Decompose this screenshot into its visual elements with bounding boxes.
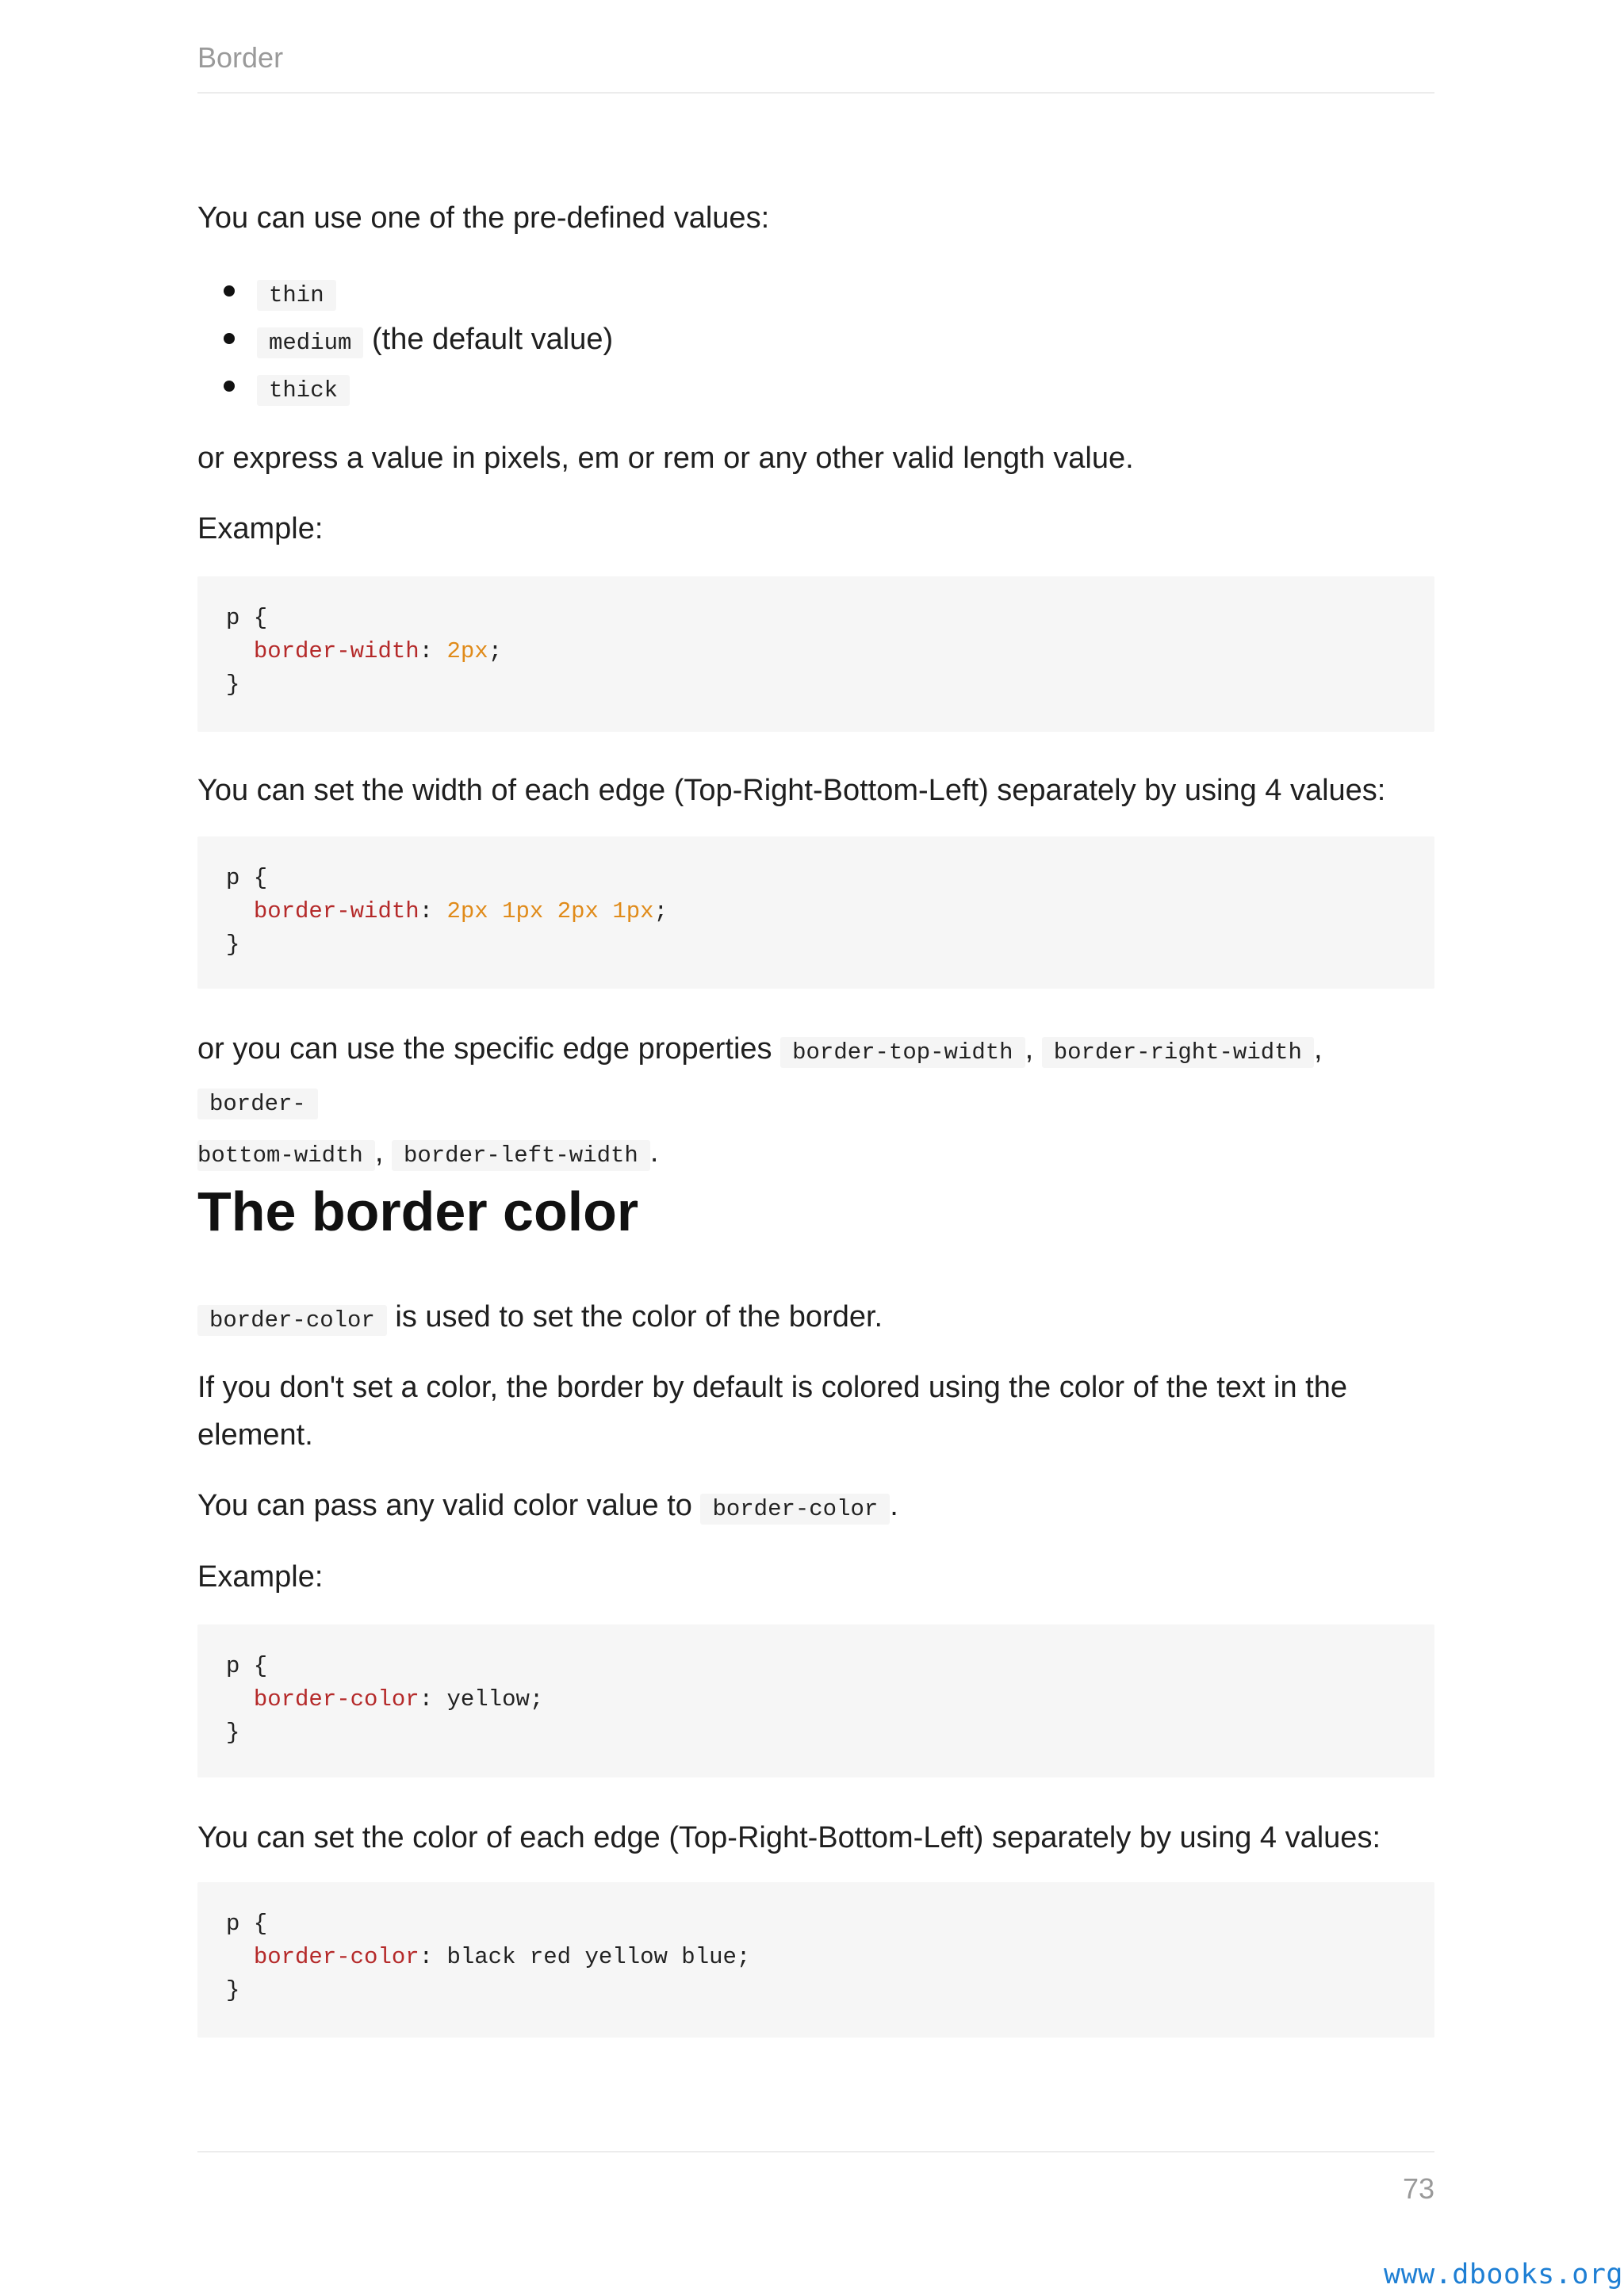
inline-code: thick bbox=[257, 375, 350, 406]
paragraph-width-edges: You can set the width of each edge (Top-Right-Bottom-Left) separately by using 4 values: bbox=[197, 774, 1386, 807]
paragraph-express-value: or express a value in pixels, em or rem or any other valid length value. bbox=[197, 442, 1134, 475]
inline-code: border-left-width bbox=[392, 1140, 650, 1171]
inline-code: border-color bbox=[197, 1305, 387, 1336]
paragraph-default-color: If you don't set a color, the border by default is colored using the color of the text in the element. bbox=[197, 1371, 1348, 1452]
paragraph-example-label: Example: bbox=[197, 1560, 324, 1594]
inline-code: border- bbox=[197, 1089, 318, 1119]
running-header: Border bbox=[197, 41, 284, 74]
watermark-link[interactable]: www.dbooks.org bbox=[1384, 2259, 1624, 2290]
paragraph-color-edges: You can set the color of each edge (Top-Right-Bottom-Left) separately by using 4 values: bbox=[197, 1821, 1381, 1854]
bullet-icon bbox=[224, 381, 235, 392]
inline-code: border-color bbox=[700, 1494, 890, 1525]
paragraph-specific-edge-properties: or you can use the specific edge properties border-top-width , border-right-width , border- bottom-width , border-left-width . bbox=[197, 1025, 1434, 1180]
list-item-text: (the default value) bbox=[371, 323, 614, 356]
inline-code: border-right-width bbox=[1042, 1037, 1314, 1068]
code-block-border-width-four-values: p { border-width: 2px 1px 2px 1px; } bbox=[197, 836, 1434, 989]
code-block-border-width: p { border-width: 2px; } bbox=[197, 576, 1434, 732]
paragraph-example-label: Example: bbox=[197, 512, 324, 545]
inline-code: bottom-width bbox=[197, 1140, 375, 1171]
footer-rule bbox=[197, 2151, 1434, 2152]
paragraph-border-color-used: border-color is used to set the color of the border. bbox=[197, 1293, 1434, 1345]
code-block-border-color: p { border-color: yellow; } bbox=[197, 1624, 1434, 1777]
inline-code: medium bbox=[257, 327, 363, 358]
inline-code: border-top-width bbox=[780, 1037, 1025, 1068]
paragraph-pass-color: You can pass any valid color value to border-color . bbox=[197, 1482, 1434, 1533]
page-number: 73 bbox=[1402, 2172, 1434, 2205]
bullet-icon bbox=[224, 285, 235, 297]
header-rule bbox=[197, 92, 1434, 94]
bullet-icon bbox=[224, 333, 235, 344]
code-block-border-color-four-values: p { border-color: black red yellow blue; } bbox=[197, 1882, 1434, 2038]
inline-code: thin bbox=[257, 280, 336, 311]
section-heading: The border color bbox=[197, 1181, 639, 1242]
paragraph-predefined-values: You can use one of the pre-defined values: bbox=[197, 201, 770, 235]
